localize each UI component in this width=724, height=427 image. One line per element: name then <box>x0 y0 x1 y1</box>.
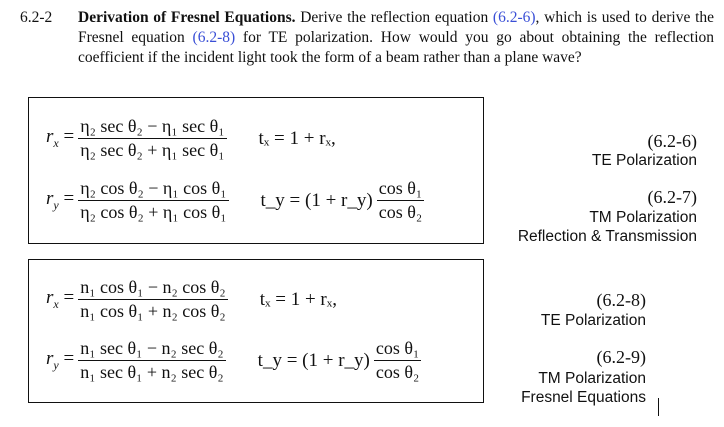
equation-number-6-2-9: (6.2-9) <box>596 347 646 367</box>
cos-ratio: $\frac{\text{cos θ₁}}{\text{cos θ₂}}$ <box>378 178 423 222</box>
equation-number-6-2-7: (6.2-7) <box>647 187 697 207</box>
problem-title: Derivation of Fresnel Equations. <box>78 9 296 26</box>
equation-number-6-2-6: (6.2-6) <box>647 131 697 151</box>
equation-rx-refractive: $r_x$ = $\frac{\text{n₁ cos θ₁ − n₂ cos θ₂}}{\text{n₁ cos θ₁ + n₂ cos θ₂}}$ tₓ = 1 + rₓ, <box>46 277 338 321</box>
equation-number-6-2-8: (6.2-8) <box>596 290 646 310</box>
fraction <box>78 116 226 161</box>
equation-link-6-2-6[interactable]: (6.2-6) <box>492 9 536 26</box>
denominator: η₂ sec θ₂ + η₁ sec θ₁ <box>80 140 225 160</box>
problem-statement <box>20 8 714 68</box>
numerator: η₂ sec θ₂ − η₁ sec θ₁ <box>78 116 226 139</box>
transmission-tx: tₓ = 1 + rₓ, <box>259 288 338 310</box>
numerator: n₁ cos θ₁ − n₂ cos θ₂ <box>78 277 228 300</box>
problem-number: 6.2-2 <box>20 9 53 26</box>
cos-ratio: $\frac{\text{cos θ₁}}{\text{cos θ₂}}$ <box>375 338 420 382</box>
problem-text-1: Derive the reflection equation <box>300 9 489 26</box>
equation-link-6-2-8[interactable]: (6.2-8) <box>192 29 236 46</box>
fraction <box>78 277 228 322</box>
label-te-polarization: TE Polarization <box>591 152 697 169</box>
equation-ry-impedance: $r_y$ = $\frac{\text{η₂ cos θ₂ − η₁ cos θ₁}}{\text{η₂ cos θ₂ + η₁ cos θ₁}}$ t_y = (1 + r_y) $\frac{\text{cos θ₁}}{\text{cos θ₂}}$ <box>46 178 423 222</box>
fraction <box>78 338 225 383</box>
transmission-tx: tₓ = 1 + rₓ, <box>258 127 336 149</box>
text-cursor <box>658 398 659 416</box>
numerator: η₂ cos θ₂ − η₁ cos θ₁ <box>78 178 228 201</box>
label-tm-polarization: TM Polarization <box>589 209 697 226</box>
label-tm-polarization-2: TM Polarization <box>538 370 646 387</box>
equation-ry-refractive: $r_y$ = $\frac{\text{n₁ sec θ₁ − n₂ sec θ₂}}{\text{n₁ sec θ₁ + n₂ sec θ₂}}$ t_y = (1 + r_y) $\frac{\text{cos θ₁}}{\text{cos θ₂}}$ <box>46 338 420 382</box>
transmission-ty: t_y = (1 + r_y) <box>257 349 370 371</box>
fraction <box>78 178 228 223</box>
denominator: η₂ cos θ₂ + η₁ cos θ₁ <box>80 202 227 222</box>
problem-text-2: , which is used to derive the Fresnel equation <box>78 9 715 46</box>
denominator: n₁ sec θ₁ + n₂ sec θ₂ <box>80 362 224 382</box>
label-reflection-transmission: Reflection & Transmission <box>517 228 697 245</box>
transmission-ty: t_y = (1 + r_y) <box>260 189 373 211</box>
numerator: n₁ sec θ₁ − n₂ sec θ₂ <box>78 338 225 361</box>
label-fresnel-equations: Fresnel Equations <box>521 389 646 406</box>
problem-body <box>78 8 714 68</box>
equation-rx-impedance: $r_x$ = $\frac{\text{η₂ sec θ₂ − η₁ sec θ₁}}{\text{η₂ sec θ₂ + η₁ sec θ₁}}$ tₓ = 1 + rₓ, <box>46 116 336 160</box>
label-te-polarization-2: TE Polarization <box>540 312 646 329</box>
problem-text-3: for TE polarization. How would you go about obtaining the reflection coefficient if the incident light took the form of a beam rather than a plane wave? <box>78 29 715 66</box>
denominator: n₁ cos θ₁ + n₂ cos θ₂ <box>80 301 226 321</box>
